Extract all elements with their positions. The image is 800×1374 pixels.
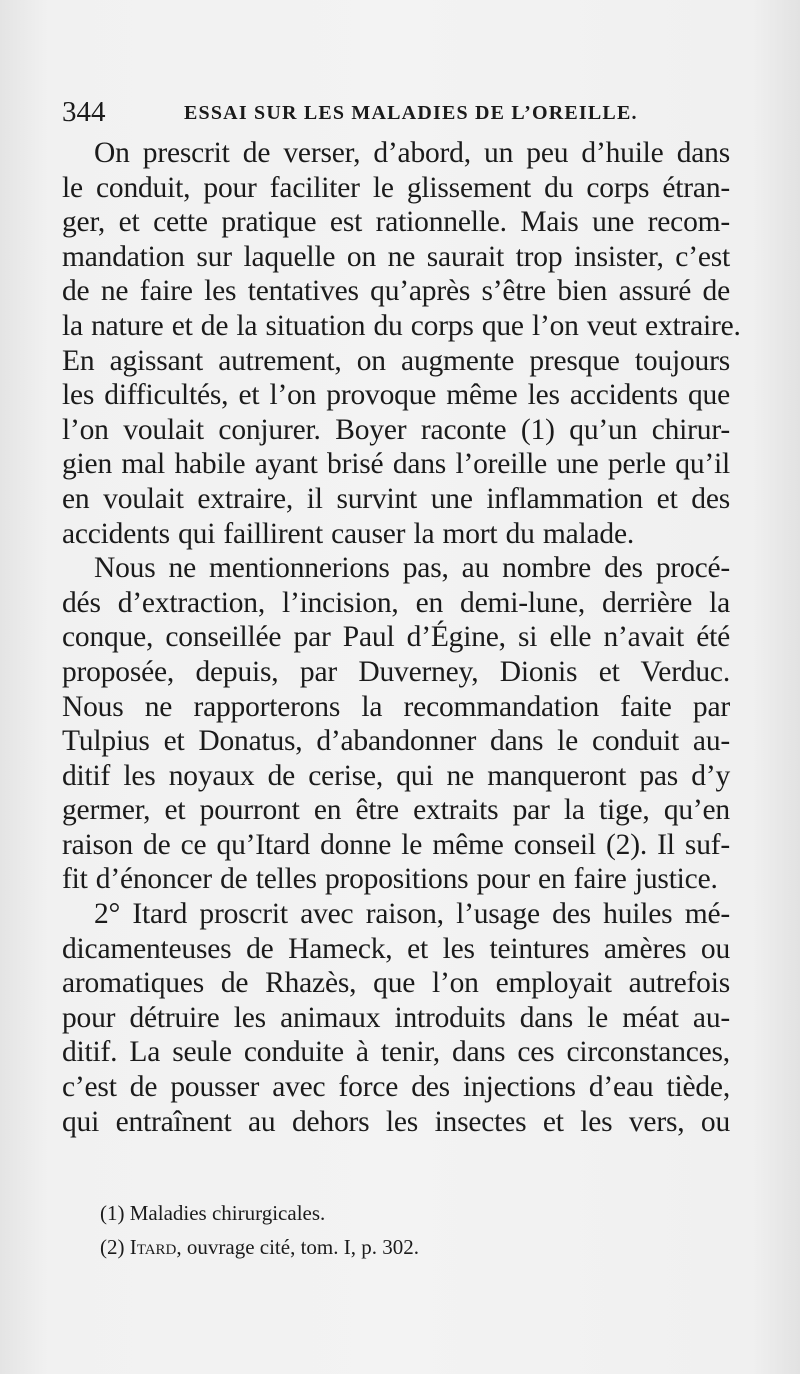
text-line: ditif les noyaux de cerise, qui ne manqueront pas d’y: [62, 759, 730, 792]
text-line: accidents qui faillirent causer la mort du malade.: [62, 517, 635, 550]
text-line: c’est de pousser avec force des injections d’eau tiède,: [62, 1071, 730, 1104]
footnote-2-author: Itard: [129, 1235, 177, 1259]
text-line: ditif. La seule conduite à tenir, dans ces circonstances,: [62, 1036, 730, 1069]
text-line: le conduit, pour faciliter le glissement du corps étran-: [62, 171, 730, 204]
text-line: ger, et cette pratique est rationnelle. Mais une recom-: [62, 206, 730, 239]
text-line: 2° Itard proscrit avec raison, l’usage des huiles mé-: [94, 898, 730, 931]
text-line: les difficultés, et l’on provoque même les accidents que: [62, 379, 730, 412]
text-line: raison de ce qu’Itard donne le même conseil (2). Il suf-: [62, 828, 730, 861]
text-line: aromatiques de Rhazès, que l’on employait autrefois: [62, 967, 730, 1000]
text-line: dés d’extraction, l’incision, en demi-lune, derrière la: [62, 586, 730, 619]
text-line: En agissant autrement, on augmente presque toujours: [62, 344, 730, 377]
page-header: [62, 96, 730, 130]
footnote-1: (1) Maladies chirurgicales.: [100, 1201, 326, 1225]
bleed-through-text: [90, 1160, 730, 1190]
text-line: proposée, depuis, par Duverney, Dionis et Verduc.: [62, 655, 730, 688]
text-line: Nous ne mentionnerions pas, au nombre des procé-: [94, 552, 730, 585]
text-line: dicamenteuses de Hameck, et les teintures amères ou: [62, 932, 730, 965]
text-line: mandation sur laquelle on ne saurait trop insister, c’est: [62, 240, 730, 273]
text-line: gien mal habile ayant brisé dans l’oreille une perle qu’il: [62, 448, 730, 481]
body-text: [62, 136, 741, 1139]
text-line: la nature et de la situation du corps que l’on veut extraire.: [62, 309, 741, 342]
text-line: de ne faire les tentatives qu’après s’être bien assuré de: [62, 275, 730, 308]
footnote-2-marker: (2): [100, 1235, 130, 1259]
running-title: ESSAI SUR LES MALADIES DE L’OREILLE.: [184, 102, 638, 124]
text-line: en voulait extraire, il survint une inflammation et des: [62, 482, 730, 515]
text-line: germer, et pourront en être extraits par la tige, qu’en: [62, 794, 730, 827]
text-line: Nous ne rapporterons la recommandation faite par: [62, 690, 730, 723]
text-line: l’on voulait conjurer. Boyer raconte (1) qu’un chirur-: [62, 413, 730, 446]
text-line: On prescrit de verser, d’abord, un peu d’huile dans: [94, 137, 730, 169]
footnote-2-reference: , ouvrage cité, tom. I, p. 302.: [176, 1235, 419, 1259]
footnote-2: [100, 1230, 720, 1264]
text-line: pour détruire les animaux introduits dans le méat au-: [62, 1001, 730, 1034]
page-number: 344: [62, 96, 106, 128]
text-line: conque, conseillée par Paul d’Égine, si elle n’avait été: [62, 621, 730, 654]
text-line: Tulpius et Donatus, d’abandonner dans le conduit au-: [62, 725, 730, 758]
text-line: fit d’énoncer de telles propositions pour en faire justice.: [62, 863, 718, 896]
footnotes: [100, 1196, 720, 1264]
text-line: qui entraînent au dehors les insectes et les vers, ou: [62, 1105, 730, 1138]
